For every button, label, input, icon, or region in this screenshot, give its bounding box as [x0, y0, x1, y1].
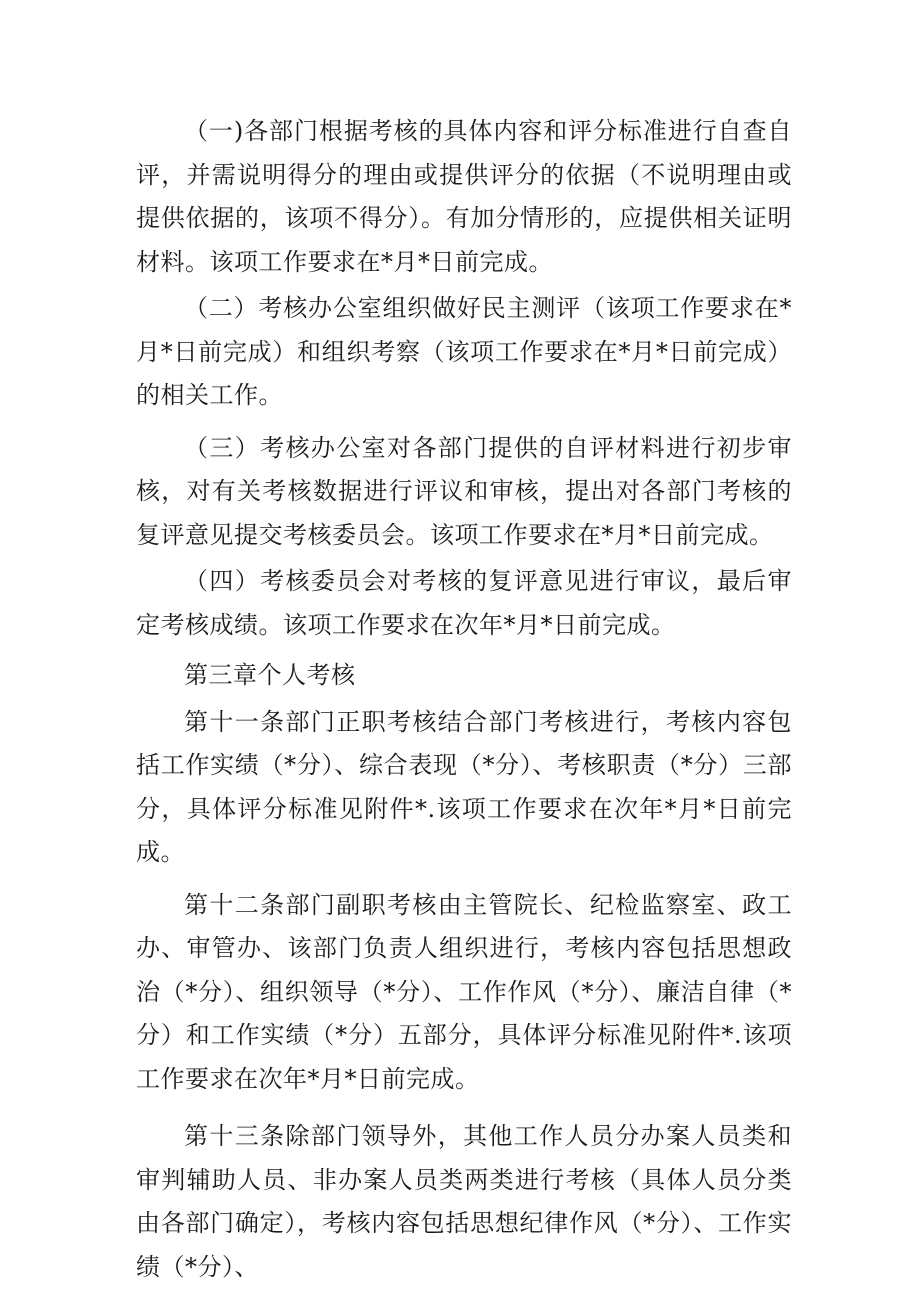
- document-body: [136, 110, 792, 1289]
- paragraph-item-2: （二）考核办公室组织做好民主测评（该项工作要求在*月*日前完成）和组织考察（该项工作要求在*月*日前完成）的相关工作。: [136, 294, 792, 409]
- paragraph-item-3: （三）考核办公室对各部门提供的自评材料进行初步审核，对有关考核数据进行评议和审核，提出对各部门考核的复评意见提交考核委员会。该项工作要求在*月*日前完成。: [136, 433, 792, 549]
- paragraph-item-4: （四）考核委员会对考核的复评意见进行审议，最后审定考核成绩。该项工作要求在次年*月*日前完成。: [136, 567, 792, 639]
- paragraph-item-1: （一)各部门根据考核的具体内容和评分标准进行自查自评，并需说明得分的理由或提供评分的依据（不说明理由或提供依据的，该项不得分）。有加分情形的，应提供相关证明材料。该项工作要求在*月*日前完成。: [136, 117, 792, 276]
- article-11: 第十一条部门正职考核结合部门考核进行，考核内容包括工作实绩（*分）、综合表现（*分）、考核职责（*分）三部分，具体评分标准见附件*.该项工作要求在次年*月*日前完成。: [136, 707, 792, 866]
- article-12: 第十二条部门副职考核由主管院长、纪检监察室、政工办、审管办、该部门负责人组织进行，考核内容包括思想政治（*分）、组织领导（*分）、工作作风（*分）、廉洁自律（*分）和工作实绩（*分）五部分，具体评分标准见附件*.该项工作要求在次年*月*日前完成。: [136, 890, 792, 1093]
- chapter-heading: 第三章个人考核: [184, 661, 356, 689]
- article-13: 第十三条除部门领导外，其他工作人员分办案人员类和审判辅助人员、非办案人员类两类进行考核（具体人员分类由各部门确定），考核内容包括思想纪律作风（*分）、工作实绩（*分）、: [136, 1122, 792, 1281]
